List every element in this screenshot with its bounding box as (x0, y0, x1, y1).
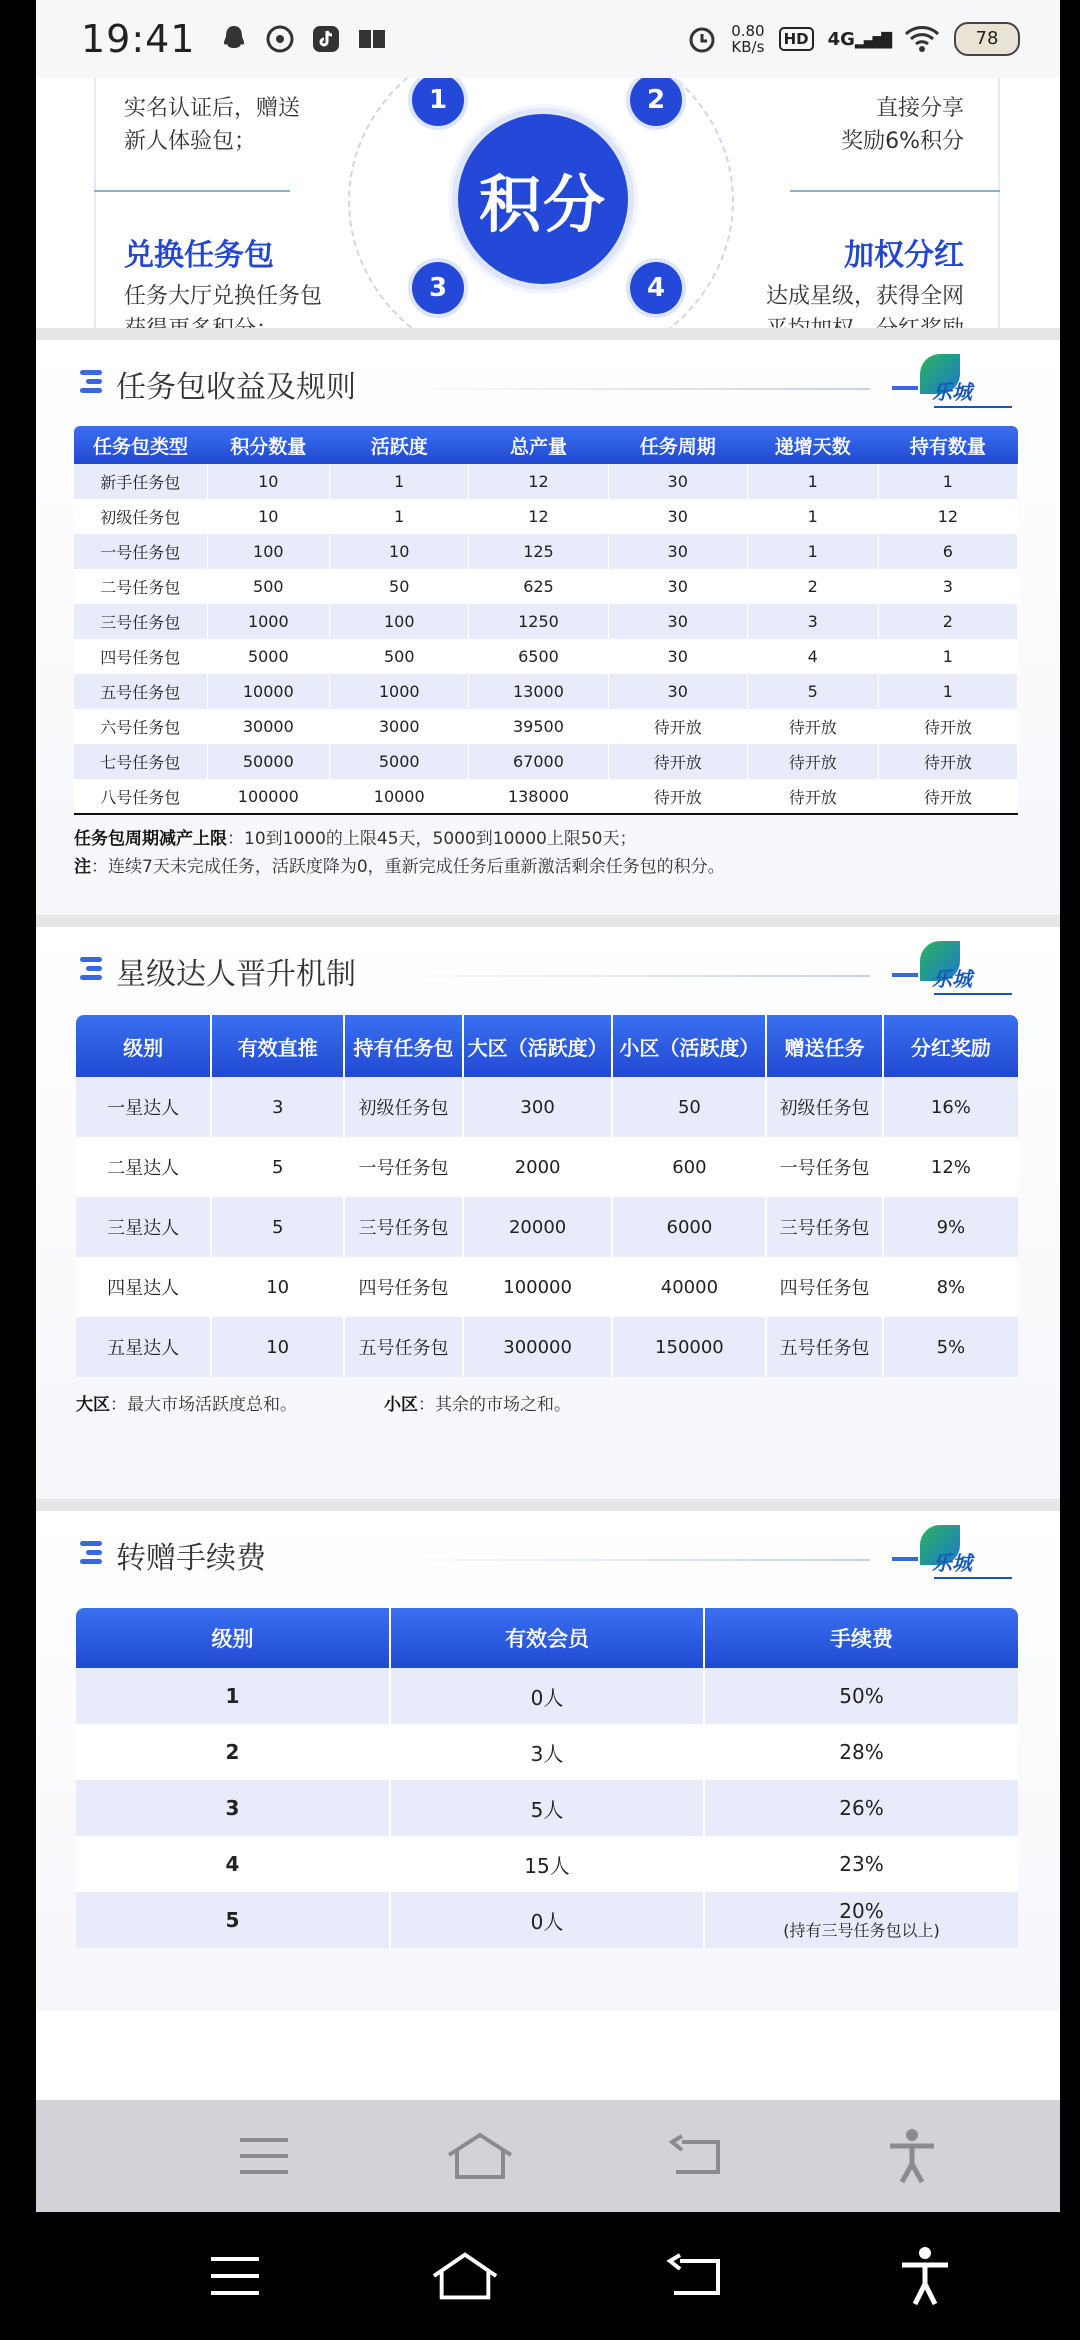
task-package-row (74, 674, 1018, 709)
table-cell: 67000 (469, 744, 608, 779)
quadrant-2-text: 直接分享 奖励6%积分 (841, 96, 964, 154)
table-cell: 50 (612, 1077, 766, 1137)
table-cell: 150000 (612, 1317, 766, 1377)
table-cell: 30 (608, 464, 747, 499)
quadrant-1-text: 实名认证后，赠送 新人体验包； (124, 96, 301, 154)
task-package-row (74, 499, 1018, 534)
table-cell: 30000 (207, 709, 330, 744)
table-cell: 四号任务包 (766, 1257, 882, 1317)
table-cell: 二星达人 (76, 1137, 211, 1197)
table-cell: 6 (878, 534, 1017, 569)
table-cell: 30 (608, 639, 747, 674)
column-header: 有效会员 (390, 1608, 704, 1668)
system-accessibility-icon[interactable] (890, 2241, 960, 2311)
column-header: 有效直推 (211, 1015, 344, 1077)
table-cell: 四号任务包 (74, 639, 207, 674)
table-cell: 12 (878, 499, 1017, 534)
table-cell: 待开放 (608, 709, 747, 744)
table-cell: 300000 (463, 1317, 613, 1377)
browser-toolbar (36, 2100, 1060, 2212)
table-cell: 39500 (469, 709, 608, 744)
back-icon[interactable] (661, 2121, 731, 2191)
table-cell: 四星达人 (76, 1257, 211, 1317)
table-cell: 3 (747, 604, 878, 639)
column-header: 大区（活跃度） (463, 1015, 613, 1077)
task-package-table-wrap (74, 426, 1018, 881)
column-header: 持有任务包 (344, 1015, 463, 1077)
region-notes (76, 1391, 1018, 1419)
book-icon (356, 23, 388, 55)
table-cell: 1 (878, 674, 1017, 709)
task-package-row (74, 604, 1018, 639)
section-header (36, 927, 1060, 1023)
wifi-icon (904, 25, 940, 53)
table-cell: 1250 (469, 604, 608, 639)
table-cell: 2 (76, 1724, 390, 1780)
fee-row (76, 1836, 1018, 1892)
table-cell: 50000 (207, 744, 330, 779)
table-cell: 30 (608, 569, 747, 604)
table-cell: 600 (612, 1137, 766, 1197)
star-level-row (76, 1077, 1018, 1137)
transfer-fee-section (36, 1511, 1060, 2011)
alarm-icon (687, 24, 717, 54)
table-cell: 待开放 (747, 744, 878, 779)
table-cell: 待开放 (608, 744, 747, 779)
column-header: 赠送任务 (766, 1015, 882, 1077)
table-cell: 16% (883, 1077, 1018, 1137)
table-cell: 三号任务包 (344, 1197, 463, 1257)
note-small-region: 小区：其余的市场之和。 (384, 1395, 571, 1415)
table-cell: 13000 (469, 674, 608, 709)
status-right (687, 22, 1020, 56)
table-cell: 新手任务包 (74, 464, 207, 499)
points-center-circle: 积分 (452, 108, 634, 290)
task-package-row (74, 744, 1018, 779)
table-cell: 5 (211, 1197, 344, 1257)
section-title: 转赠手续费 (116, 1541, 266, 1576)
brand-logo: 乐城 (920, 354, 1012, 412)
table-cell: 1 (747, 464, 878, 499)
column-header: 任务周期 (608, 426, 747, 464)
column-header: 积分数量 (207, 426, 330, 464)
table-cell: 12% (883, 1137, 1018, 1197)
table-cell: 待开放 (878, 709, 1017, 744)
table-cell: 2 (878, 604, 1017, 639)
table-cell: 300 (463, 1077, 613, 1137)
column-header: 小区（活跃度） (612, 1015, 766, 1077)
table-cell: 50% (704, 1668, 1018, 1724)
table-cell: 待开放 (878, 779, 1017, 814)
table-cell: 3 (211, 1077, 344, 1137)
table-cell: 5 (211, 1137, 344, 1197)
table-cell: 五号任务包 (766, 1317, 882, 1377)
system-navigation-bar (0, 2212, 1080, 2340)
column-header: 分红奖励 (883, 1015, 1018, 1077)
table-cell: 125 (469, 534, 608, 569)
table-cell: 10 (211, 1317, 344, 1377)
column-header: 总产量 (469, 426, 608, 464)
clock: 19:41 (81, 17, 196, 61)
table-cell: 28% (704, 1724, 1018, 1780)
table-cell: 5000 (207, 639, 330, 674)
table-cell: 一星达人 (76, 1077, 211, 1137)
table-cell: 40000 (612, 1257, 766, 1317)
hd-badge: HD (779, 27, 814, 51)
star-level-table-wrap (76, 1015, 1018, 1419)
quadrant-4-title: 加权分红 (844, 238, 964, 273)
fee-row (76, 1724, 1018, 1780)
table-cell: 3 (878, 569, 1017, 604)
table-cell: 10 (330, 534, 469, 569)
quadrant-4-text: 达成星级，获得全网 (765, 284, 964, 309)
table-cell: 30 (608, 604, 747, 639)
table-cell: 1000 (207, 604, 330, 639)
table-cell: 1 (878, 464, 1017, 499)
table-cell: 20000 (463, 1197, 613, 1257)
note-big-region: 大区：最大市场活跃度总和。 (76, 1395, 297, 1415)
table-cell: 30 (608, 499, 747, 534)
table-cell: 一号任务包 (74, 534, 207, 569)
table-cell: 1 (747, 534, 878, 569)
brand-logo: 乐城 (920, 941, 1012, 999)
transfer-fee-table-wrap (76, 1608, 1018, 1948)
section-divider (36, 328, 1060, 340)
table-cell: 待开放 (747, 709, 878, 744)
task-package-table (74, 426, 1018, 815)
section-divider (36, 915, 1060, 927)
step-1-badge: 1 (408, 78, 468, 130)
section-header (36, 340, 1060, 436)
star-level-row (76, 1317, 1018, 1377)
task-package-notes (74, 825, 1018, 881)
table-cell: 三号任务包 (766, 1197, 882, 1257)
table-cell: 500 (330, 639, 469, 674)
step-4-badge: 4 (626, 258, 686, 318)
table-cell: 待开放 (878, 744, 1017, 779)
section-title: 任务包收益及规则 (116, 370, 356, 405)
table-cell: 待开放 (747, 779, 878, 814)
column-header: 活跃度 (330, 426, 469, 464)
net-speed: 0.80 KB/s (731, 22, 765, 56)
chat-bubble-icon (264, 23, 296, 55)
table-cell: 138000 (469, 779, 608, 814)
table-cell: 15人 (390, 1836, 704, 1892)
task-package-row (74, 569, 1018, 604)
table-cell: 1000 (330, 674, 469, 709)
column-header: 级别 (76, 1015, 211, 1077)
table-cell: 八号任务包 (74, 779, 207, 814)
web-content[interactable] (36, 78, 1060, 2100)
note-cycle: 任务包周期减产上限：10到1000的上限45天，5000到10000上限50天； (74, 829, 637, 849)
quadrant-3-title: 兑换任务包 (124, 238, 274, 273)
system-home-icon[interactable] (430, 2241, 500, 2311)
fee-row (76, 1668, 1018, 1724)
section-header (36, 1511, 1060, 1607)
section-title: 星级达人晋升机制 (116, 957, 356, 992)
column-header: 任务包类型 (74, 426, 207, 464)
table-cell: 0人 (390, 1668, 704, 1724)
table-cell: 四号任务包 (344, 1257, 463, 1317)
table-cell: 一号任务包 (766, 1137, 882, 1197)
fee-row (76, 1780, 1018, 1836)
table-cell: 5 (76, 1892, 390, 1948)
table-cell: 五号任务包 (344, 1317, 463, 1377)
tiktok-icon (310, 23, 342, 55)
star-level-table (76, 1015, 1018, 1377)
system-menu-icon[interactable] (200, 2241, 270, 2311)
table-cell: 30 (608, 674, 747, 709)
step-3-badge: 3 (408, 258, 468, 318)
task-package-row (74, 639, 1018, 674)
table-cell: 100000 (463, 1257, 613, 1317)
list-icon (80, 957, 102, 984)
table-cell: 23% (704, 1836, 1018, 1892)
table-cell: 12 (469, 464, 608, 499)
section-divider (36, 1499, 1060, 1511)
table-cell: 三号任务包 (74, 604, 207, 639)
table-cell: 6000 (612, 1197, 766, 1257)
table-cell: 五号任务包 (74, 674, 207, 709)
divider-left (94, 190, 290, 192)
table-cell: 500 (207, 569, 330, 604)
column-header: 手续费 (704, 1608, 1018, 1668)
table-cell: 3000 (330, 709, 469, 744)
transfer-fee-table (76, 1608, 1018, 1948)
task-package-section (36, 340, 1060, 915)
table-cell: 待开放 (608, 779, 747, 814)
list-icon (80, 1541, 102, 1568)
table-cell: 初级任务包 (344, 1077, 463, 1137)
table-cell: 9% (883, 1197, 1018, 1257)
step-2-badge: 2 (626, 78, 686, 130)
table-cell: 4 (76, 1836, 390, 1892)
table-cell: 625 (469, 569, 608, 604)
table-cell: 26% (704, 1780, 1018, 1836)
table-cell: 100 (330, 604, 469, 639)
battery-indicator: 78 (954, 22, 1020, 56)
column-header: 级别 (76, 1608, 390, 1668)
table-cell: 10000 (330, 779, 469, 814)
table-cell: 二号任务包 (74, 569, 207, 604)
table-cell: 5 (747, 674, 878, 709)
table-cell: 1 (747, 499, 878, 534)
table-cell: 1 (330, 499, 469, 534)
table-cell: 三星达人 (76, 1197, 211, 1257)
table-cell: 2000 (463, 1137, 613, 1197)
menu-icon[interactable] (229, 2121, 299, 2191)
status-bar (36, 0, 1060, 78)
note-activity: 注：连续7天未完成任务，活跃度降为0，重新完成任务后重新激活剩余任务包的积分。 (74, 857, 725, 877)
accessibility-icon[interactable] (877, 2121, 947, 2191)
task-package-row (74, 534, 1018, 569)
table-cell: 10 (207, 499, 330, 534)
table-cell: 10000 (207, 674, 330, 709)
table-cell: 2 (747, 569, 878, 604)
divider-right (790, 190, 1000, 192)
table-cell: 100 (207, 534, 330, 569)
table-cell: 初级任务包 (766, 1077, 882, 1137)
table-cell: 50 (330, 569, 469, 604)
table-cell: 100000 (207, 779, 330, 814)
table-cell: 4 (747, 639, 878, 674)
fee-condition-note: (持有三号任务包以上) (783, 1921, 940, 1940)
table-cell: 1 (878, 639, 1017, 674)
table-cell: 6500 (469, 639, 608, 674)
column-header: 持有数量 (878, 426, 1017, 464)
table-cell: 10 (207, 464, 330, 499)
quadrant-3-text: 任务大厅兑换任务包 (124, 284, 323, 309)
table-cell: 3 (76, 1780, 390, 1836)
table-cell: 10 (211, 1257, 344, 1317)
table-cell: 七号任务包 (74, 744, 207, 779)
table-cell: 1 (330, 464, 469, 499)
table-cell: 5000 (330, 744, 469, 779)
task-package-row (74, 709, 1018, 744)
star-level-row (76, 1257, 1018, 1317)
table-cell: 8% (883, 1257, 1018, 1317)
table-cell: 12 (469, 499, 608, 534)
star-level-section (36, 927, 1060, 1499)
table-cell: 初级任务包 (74, 499, 207, 534)
table-cell: 5% (883, 1317, 1018, 1377)
table-cell: 5人 (390, 1780, 704, 1836)
signal-icon: 4G▂▄▆█ (827, 28, 890, 50)
table-cell: 20% (持有三号任务包以上) (704, 1892, 1018, 1948)
star-level-row (76, 1137, 1018, 1197)
list-icon (80, 370, 102, 397)
table-cell: 1 (76, 1668, 390, 1724)
table-cell: 五星达人 (76, 1317, 211, 1377)
table-cell: 3人 (390, 1724, 704, 1780)
task-package-row (74, 779, 1018, 814)
task-package-row (74, 464, 1018, 499)
system-back-icon[interactable] (660, 2241, 730, 2311)
table-cell: 一号任务包 (344, 1137, 463, 1197)
star-level-row (76, 1197, 1018, 1257)
column-header: 递增天数 (747, 426, 878, 464)
home-icon[interactable] (445, 2121, 515, 2191)
table-cell: 六号任务包 (74, 709, 207, 744)
table-cell: 0人 (390, 1892, 704, 1948)
fee-row (76, 1892, 1018, 1948)
table-cell: 30 (608, 534, 747, 569)
brand-logo: 乐城 (920, 1525, 1012, 1583)
qq-icon (218, 23, 250, 55)
